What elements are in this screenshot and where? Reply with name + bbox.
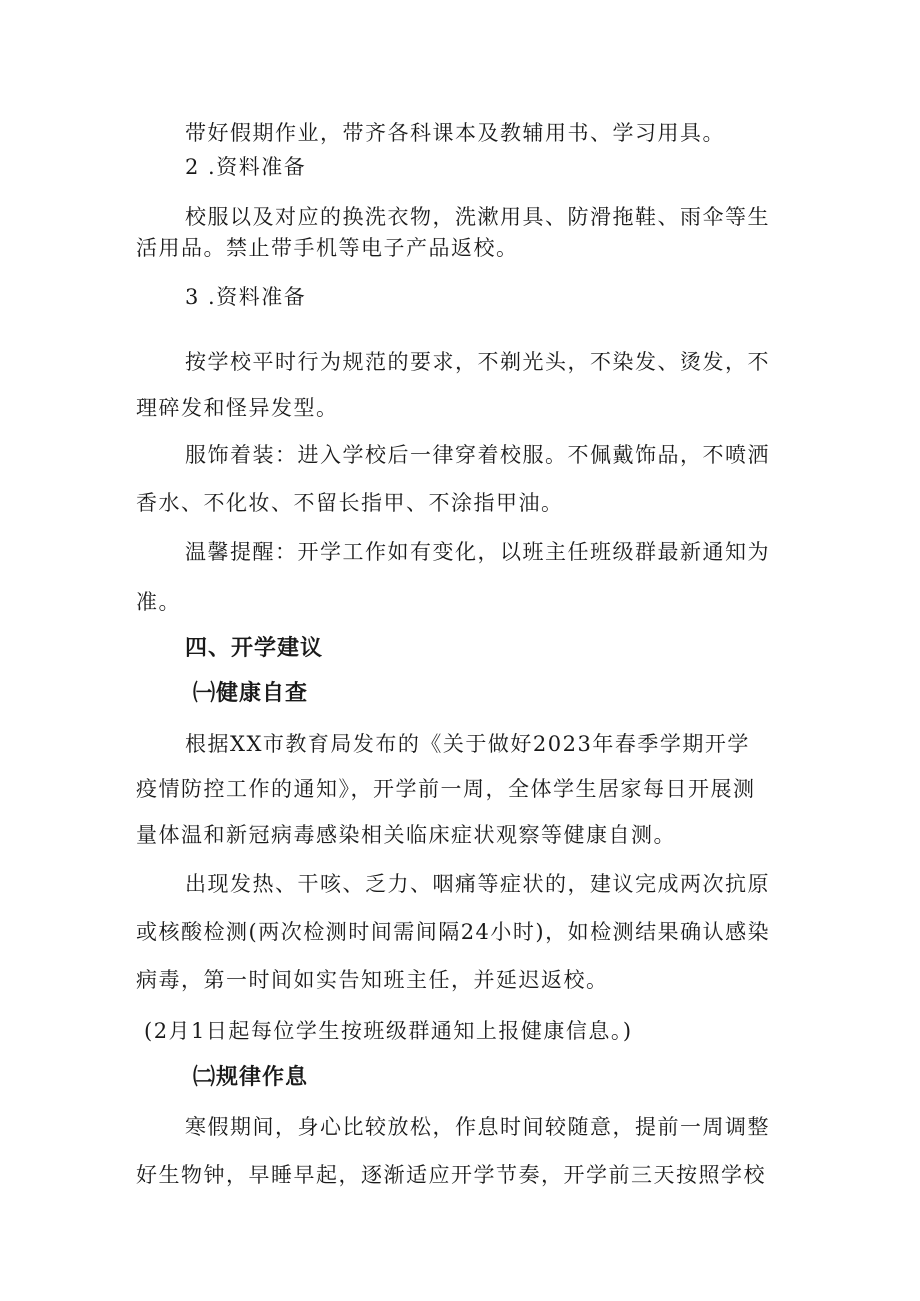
paragraph-line: 活用品。禁止带手机等电子产品返校。 — [136, 236, 519, 260]
paragraph-line: 温馨提醒：开学工作如有变化，以班主任班级群最新通知为 — [185, 540, 770, 564]
paragraph-line: 香水、不化妆、不留长指甲、不涂指甲油。 — [136, 491, 564, 515]
paragraph-line: 准。 — [136, 590, 181, 614]
subsection-heading: ㈡规律作息 — [193, 1065, 309, 1090]
paragraph-line: 出现发热、干咳、乏力、咽痛等症状的，建议完成两次抗原 — [185, 872, 770, 896]
paragraph-line: 根据XX市教育局发布的《关于做好2023年春季学期开学 — [185, 732, 750, 756]
note-line: (2月1日起每位学生按班级群通知上报健康信息。) — [144, 1019, 633, 1043]
section-heading: 四、开学建议 — [185, 636, 324, 661]
subheading-line: 2 .资料准备 — [185, 155, 307, 179]
paragraph-line: 疫情防控工作的通知》，开学前一周，全体学生居家每日开展测 — [136, 777, 756, 801]
paragraph-line: 量体温和新冠病毒感染相关临床症状观察等健康自测。 — [136, 823, 676, 847]
paragraph-line: 校服以及对应的换洗衣物，洗漱用具、防滑拖鞋、雨伞等生 — [185, 205, 770, 229]
subheading-line: 3 .资料准备 — [185, 285, 307, 309]
paragraph-line: 服饰着装：进入学校后一律穿着校服。不佩戴饰品，不喷洒 — [185, 443, 770, 467]
paragraph-line: 或核酸检测(两次检测时间需间隔24小时)，如检测结果确认感染 — [136, 920, 771, 944]
paragraph-line: 病毒，第一时间如实告知班主任，并延迟返校。 — [136, 968, 609, 992]
paragraph-line: 寒假期间，身心比较放松，作息时间较随意，提前一周调整 — [185, 1115, 770, 1139]
paragraph-line: 按学校平时行为规范的要求，不剃光头，不染发、烫发，不 — [185, 350, 770, 374]
subsection-heading: ㈠健康自查 — [193, 681, 309, 706]
paragraph-line: 带好假期作业，带齐各科课本及教辅用书、学习用具。 — [185, 121, 725, 145]
paragraph-line: 好生物钟，早睡早起，逐渐适应开学节奏，开学前三天按照学校 — [136, 1163, 766, 1187]
paragraph-line: 理碎发和怪异发型。 — [136, 396, 339, 420]
